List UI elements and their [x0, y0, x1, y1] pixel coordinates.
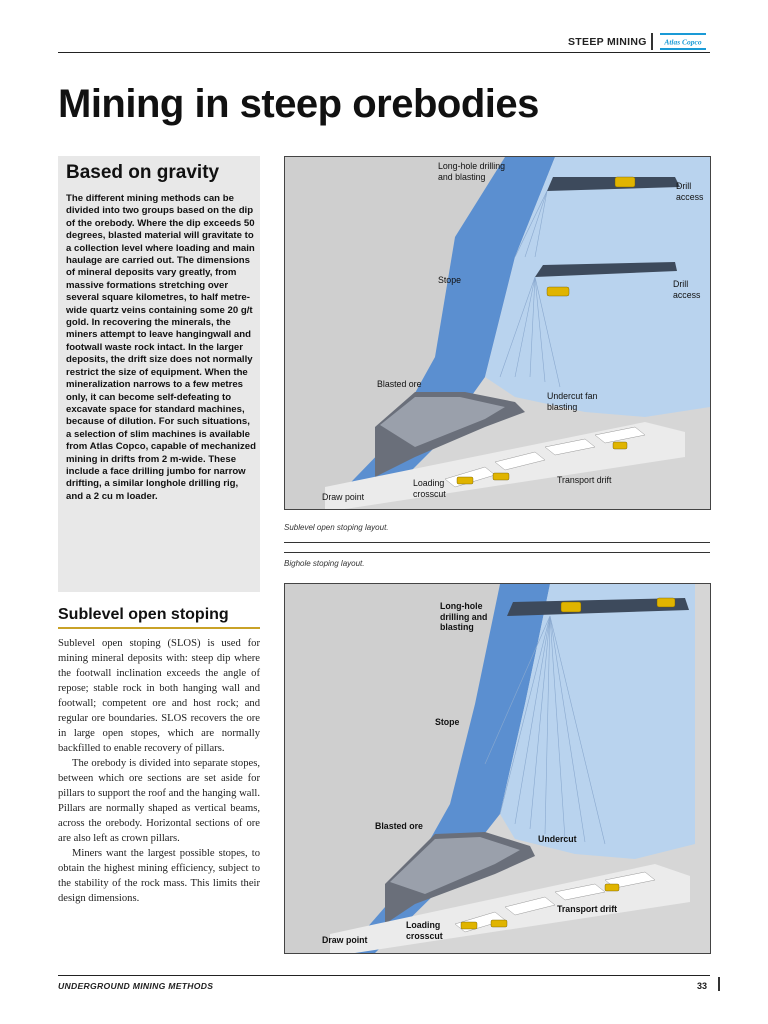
label-loading-crosscut: Loading crosscut	[413, 478, 446, 499]
bighole-stoping-illustration	[285, 584, 710, 953]
figure1-caption: Sublevel open stoping layout.	[284, 523, 389, 532]
page-number: 33	[697, 981, 708, 991]
page-number-separator	[718, 977, 720, 991]
sidebar-box-text: The different mining methods can be divided into two groups based on the dip of the orebody. Where the dip exceeds 50 degrees, blasted material will gravitate to a collection level where loading and main haulage are carried out. The dimensions of mineral deposits vary greatly, from massive formations stretching over several square kilometres, to half metre-wide quartz veins containing some 20 g/t gold. In recovering the minerals, the miners attempt to leave hangingwall and footwall waste rock intact. In the larger deposits, the drift size does not normally restrict the size of equipment. When the mineralization narrows to a few metres only, it can become self-defeating to excavate space for standard machines, because of dilution. For such situations, a selection of slim machines is available from Atlas Copco, capable of mechanized mining in drifts from 2 m-wide. These include a face drilling jumbo for narrow drifting, a similar longhole drilling rig, and a 2 cu m loader.	[66, 193, 256, 502]
body-paragraph: The orebody is divided into separate stopes, between which ore sections are set aside for pillars to support the roof and the hanging wall. Pillars are normally shaped as vertical beams, across the orebody. Horizontal sections of ore are also left as crown pillars.	[58, 758, 260, 844]
label-longhole: Long-hole drilling and blasting	[440, 601, 488, 632]
running-header-section: STEEP MINING	[568, 36, 647, 48]
caption-rule	[284, 552, 710, 553]
label-transport-drift: Transport drift	[557, 904, 618, 914]
section-title: Sublevel open stoping	[58, 606, 229, 623]
section-body	[58, 636, 260, 906]
label-blasted-ore: Blasted ore	[375, 821, 423, 831]
label-undercut: Undercut fan blasting	[547, 391, 598, 412]
header-separator	[651, 33, 653, 50]
header-rule	[58, 52, 710, 53]
label-draw-point: Draw point	[322, 492, 365, 502]
label-stope: Stope	[435, 717, 460, 727]
atlas-copco-logo	[660, 33, 706, 50]
section-title-rule	[58, 627, 260, 629]
label-transport-drift: Transport drift	[557, 475, 612, 485]
label-draw-point: Draw point	[322, 935, 368, 945]
bighole-stoping-figure	[284, 583, 711, 954]
logo-text: Atlas Copco	[664, 37, 702, 47]
sublevel-open-stoping-figure	[284, 156, 711, 510]
footer-rule	[58, 975, 710, 976]
label-drill-access-1: Drill access	[676, 181, 704, 202]
label-drill-access-2: Drill access	[673, 279, 701, 300]
sublevel-stoping-illustration	[285, 157, 710, 509]
body-paragraph: Sublevel open stoping (SLOS) is used for mining mineral deposits with: steep dip where the footwall inclination exceeds the angle of repose; stable rock in both hanging wall and footwall; competent ore and host rock; and regular ore boundaries. SLOS recovers the ore in large open stopes, which are normally backfilled to enable recovery of pillars.	[58, 638, 260, 754]
page-title: Mining in steep orebodies	[58, 82, 539, 126]
caption-rule	[284, 542, 710, 543]
label-longhole: Long-hole drilling and blasting	[438, 161, 505, 182]
label-stope: Stope	[438, 275, 461, 285]
sidebar-box-title: Based on gravity	[66, 162, 220, 183]
body-paragraph: Miners want the largest possible stopes, to obtain the highest mining efficiency, subject to the stability of the rock mass. This limits their design dimensions.	[58, 848, 260, 904]
label-loading-crosscut: Loading crosscut	[406, 920, 443, 941]
running-footer: UNDERGROUND MINING METHODS	[58, 981, 214, 991]
label-blasted-ore: Blasted ore	[377, 379, 422, 389]
label-undercut: Undercut	[538, 834, 577, 844]
figure2-caption: Bighole stoping layout.	[284, 559, 365, 568]
